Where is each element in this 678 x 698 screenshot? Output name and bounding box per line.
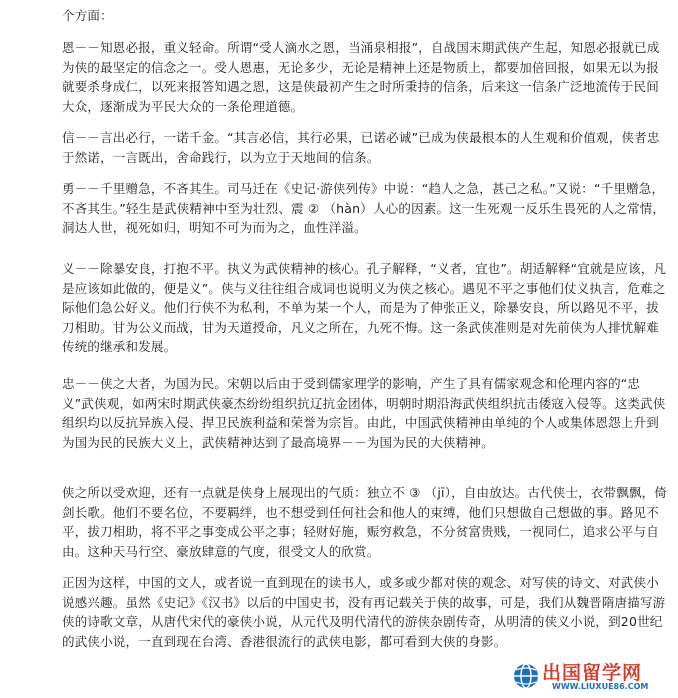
watermark-title: 出国留学网 xyxy=(542,662,643,684)
paragraph-wenren: 正因为这样，中国的文人，或者说一直到现在的读书人，或多或少都对侠的观念、对写侠的诗文、对武侠小说感兴趣。虽然《史记》《汉书》以后的中国史书，没有再记载关于侠的故事，可是，我们从魏晋隋唐描写游侠的诗歌文章，从唐代宋代的豪侠小说，从元代及明代清代的游侠杂剧传奇，从明清的侠义小说，到20世纪的武侠小说，一直到现在台湾、香港很流行的武侠电影，都可看到大侠的身影。 xyxy=(62,575,666,649)
paragraph-en: 恩－－知恩必报，重义轻命。所谓“受人滴水之恩，当涌泉相报”，自战国末期武侠产生起，知恩必报就已成为侠的最坚定的信念之一。受人恩惠，无论多少，无论是精神上还是物质上，都要加倍回报，如果无以为报就要杀身成仁，以死来报答知遇之恩，这是侠最初产生之时所秉持的信条，后来这一信条广泛地流传于民间大众，逐渐成为平民大众的一条伦理道德。 xyxy=(62,40,660,114)
paragraph-yong: 勇－－千里赠急，不吝其生。司马迁在《史记·游侠列传》中说：“趋人之急，甚己之私。”又说：“千里赠急，不吝其生。”轻生是武侠精神中至为壮烈、震 ② （hàn）人心的因素。这一生死观一反乐生畏死的人之常情，洞达人世，视死如归，明知不可为而为之，血性洋溢。 xyxy=(62,181,666,235)
site-watermark xyxy=(512,658,672,696)
paragraph-qizhi: 侠之所以受欢迎，还有一点就是侠身上展现出的气质：独立不 ③ （jī），自由放达。古代侠士，衣带飘飘，倚剑长歌。他们不要名位，不要羁绊，也不想受到任何社会和他人的束缚，他们只想做自己想做的事。路见不平，拔刀相助，将不平之事变成公平之事；轻财好施，赈穷救急，不分贫富贵贱，一视同仁，追求公平与自由。这种天马行空、豪放肆意的气度，很受文人的欣赏。 xyxy=(62,485,668,559)
paragraph-yi: 义－－除暴安良，打抱不平。执义为武侠精神的核心。孔子解释，“义者，宜也”。胡适解释“宜就是应该，凡是应该如此做的，便是义”。侠与义往往组合成词也说明义为侠之核心。遇见不平之事他们仗义执言，危难之际他们急公好义。他们行侠不为私利，不单为某一个人，而是为了伸张正义，除暴安良，所以路见不平，拔刀相助。甘为公义而战，甘为天道授命，凡义之所在，九死不悔。这一条武侠准则是对先前侠为人排忧解难传统的继承和发展。 xyxy=(62,261,667,354)
paragraph-xin: 信－－言出必行，一诺千金。“其言必信，其行必果，已诺必诚”已成为侠最根本的人生观和价值观，侠者忠于然诺，一言既出，舍命践行，以为立于天地间的信条。 xyxy=(62,130,660,165)
globe-logo-icon xyxy=(512,662,540,690)
paragraph-zhong: 忠－－侠之大者，为国为民。宋朝以后由于受到儒家理学的影响，产生了具有儒家观念和伦理内容的“忠义”武侠观，如两宋时期武侠豪杰纷纷组织抗辽抗金团体，明朝时期沿海武侠组织抗击倭寇入侵等。这类武侠组织均以反抗异族入侵、捍卫民族利益和荣誉为宗旨。由此，中国武侠精神由单纯的个人或集体恩怨上升到为国为民的民族大义上，武侠精神达到了最高境界－－为国为民的大侠精神。 xyxy=(62,376,666,450)
paragraph-intro: 个方面： xyxy=(62,8,113,23)
watermark-url: WWW.LIUXUE86.COM xyxy=(552,682,649,691)
